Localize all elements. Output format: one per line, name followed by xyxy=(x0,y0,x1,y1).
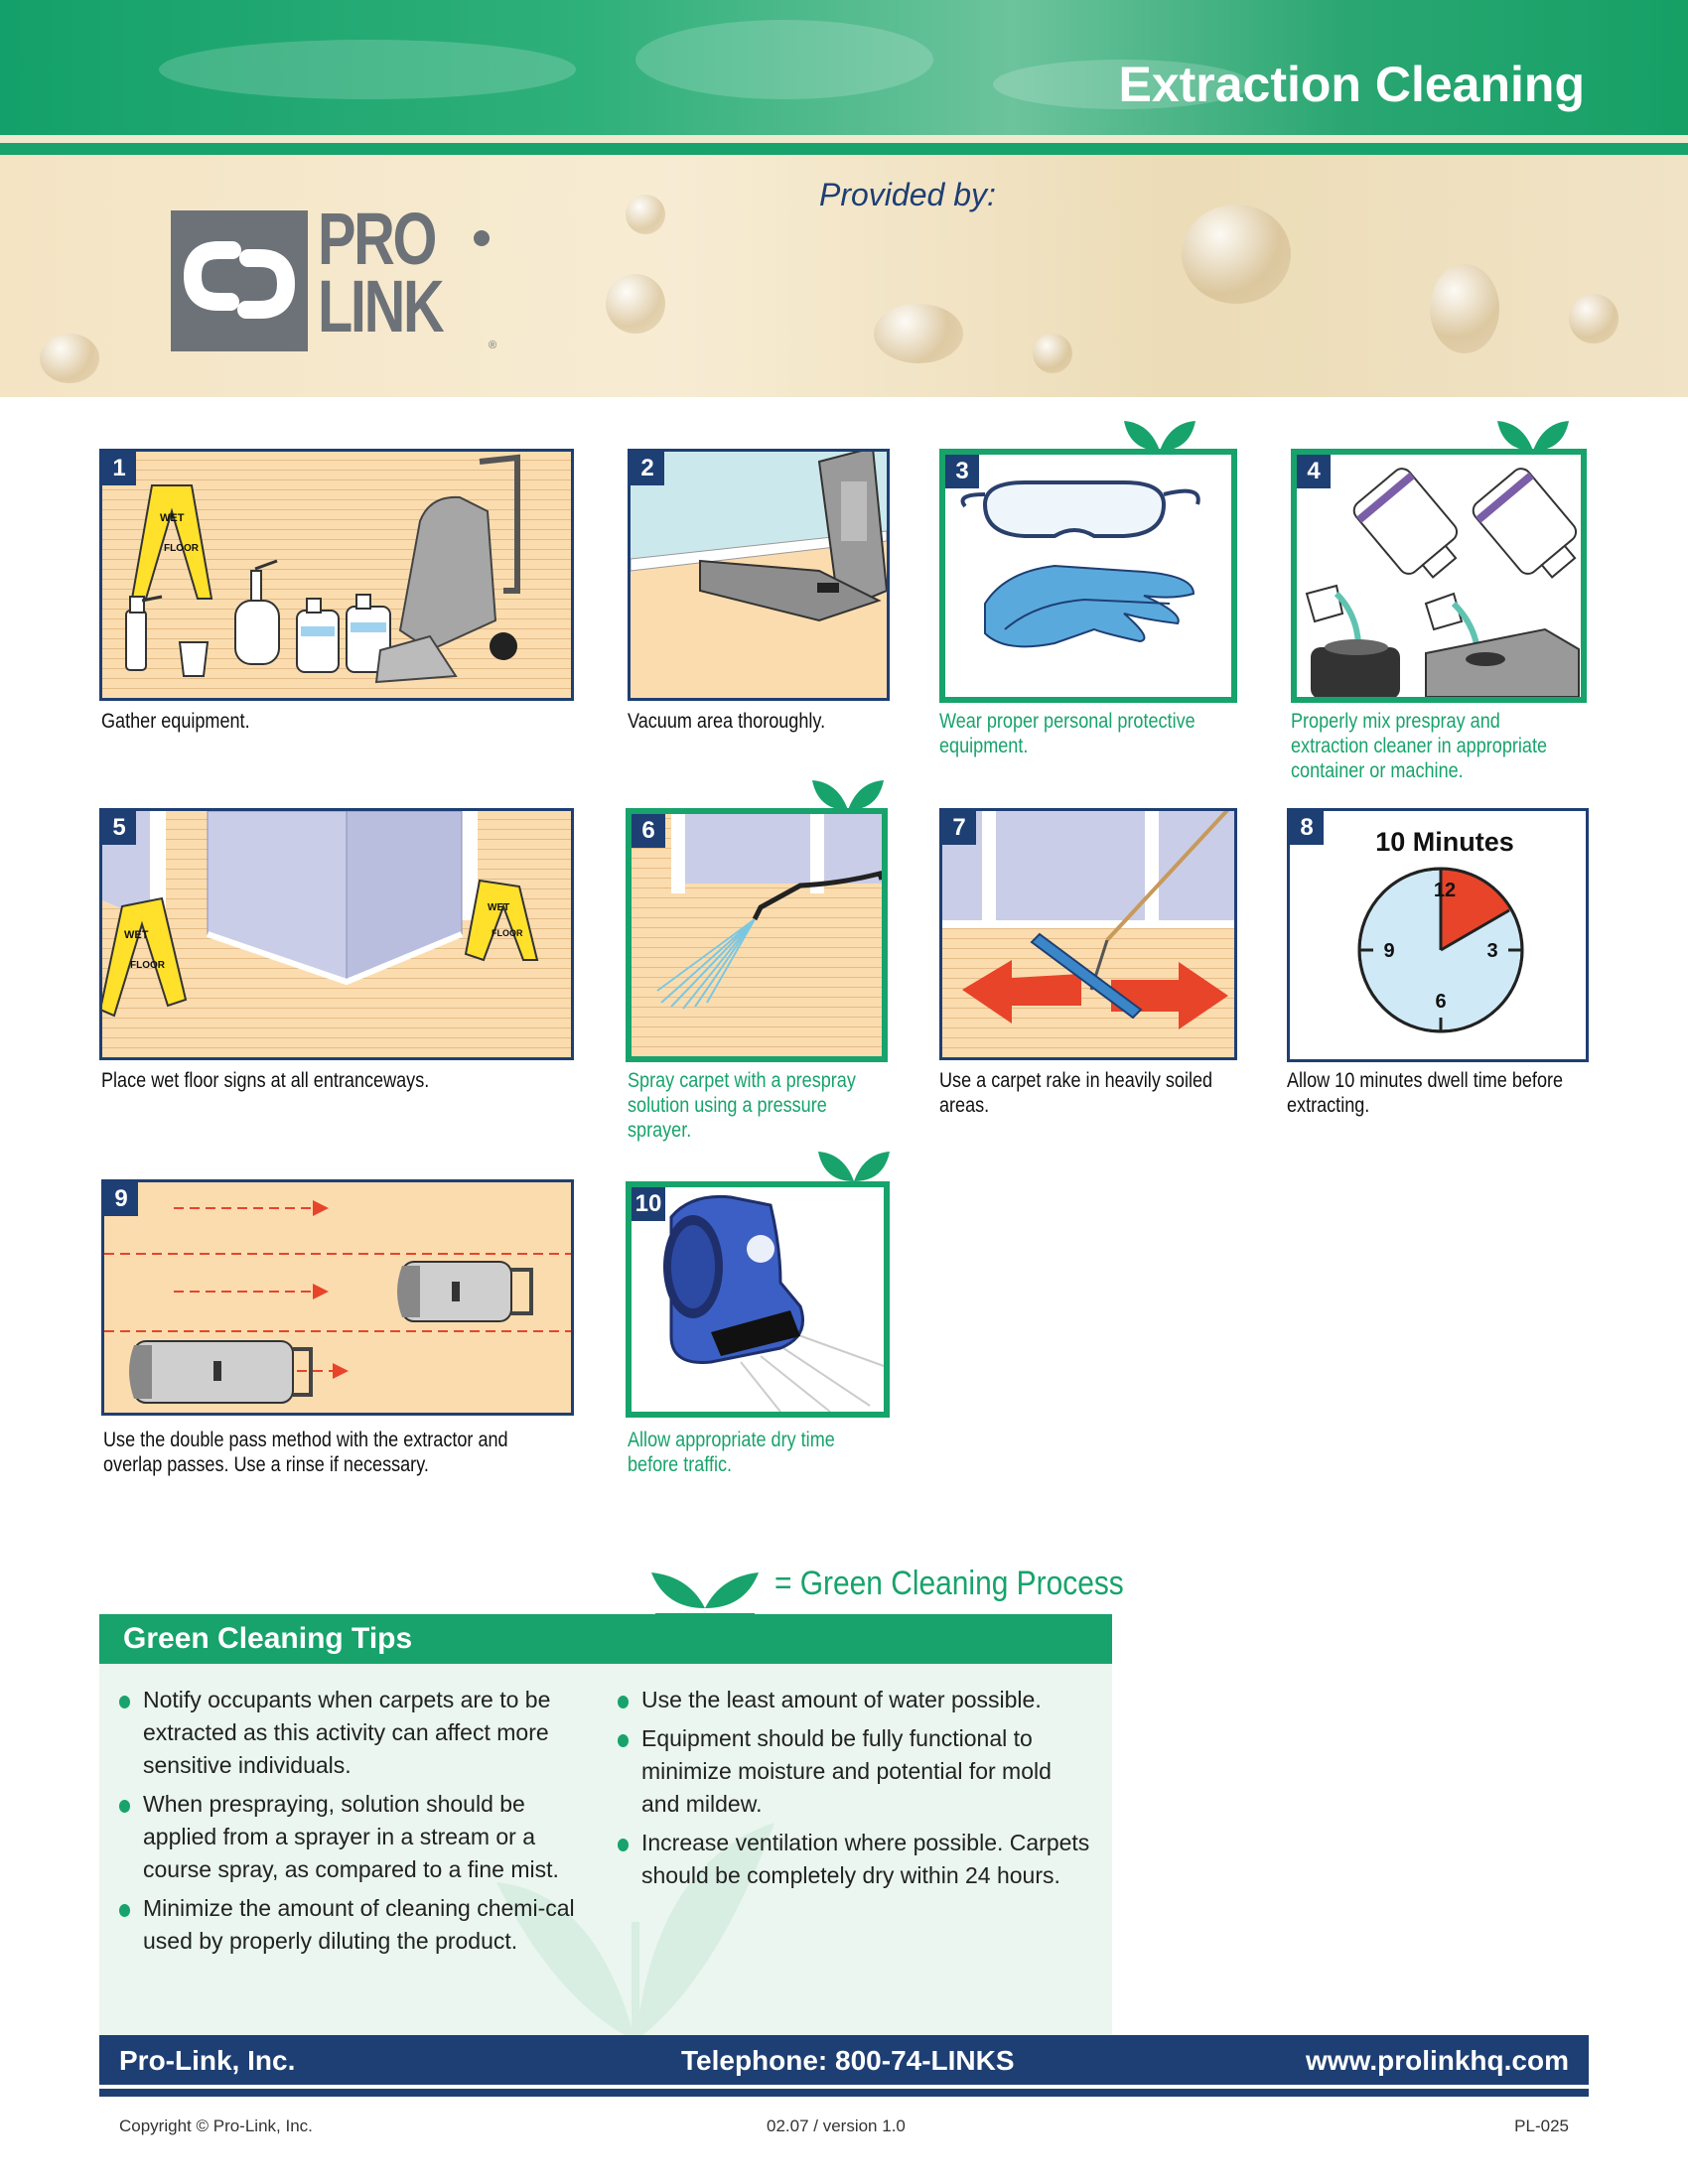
step-3-illustration xyxy=(939,449,1237,703)
wet-floor-sign-icon xyxy=(132,485,211,599)
step-2-illustration xyxy=(628,449,890,701)
spray-wand-icon xyxy=(657,874,882,1009)
measuring-cup-icon xyxy=(180,642,208,676)
step-number: 1 xyxy=(102,452,136,485)
clock-label-3: 3 xyxy=(1486,940,1498,962)
clock-icon xyxy=(1290,811,1586,1059)
provided-by-label: Provided by: xyxy=(819,177,996,212)
extractor-top-view-icon xyxy=(397,1262,531,1321)
step-number: 3 xyxy=(945,455,979,488)
step-caption: Allow 10 minutes dwell time before extracting. xyxy=(1287,1069,1564,1117)
blower-brand: PRO xyxy=(780,1230,804,1242)
tip-item: Use the least amount of water possible. xyxy=(618,1684,1094,1716)
pro-link-logo xyxy=(171,198,508,357)
clock-label-9: 9 xyxy=(1383,940,1395,962)
step-number: 10 xyxy=(632,1187,665,1221)
rubber-gloves-icon xyxy=(985,566,1194,646)
doc-code: PL-025 xyxy=(1514,2116,1569,2135)
step-6-illustration xyxy=(626,808,888,1062)
sign-text: FLOOR xyxy=(164,543,199,554)
step-caption: Wear proper personal protective equipment. xyxy=(939,710,1196,757)
tip-item: Equipment should be fully functional to minimize moisture and potential for mold and mildew. xyxy=(618,1722,1094,1821)
logo-text-link: LINK xyxy=(318,265,443,347)
telephone: Telephone: 800-74-LINKS xyxy=(681,2045,1015,2076)
arrow-left-icon xyxy=(962,960,1081,1024)
step-caption: Allow appropriate dry time before traffic. xyxy=(628,1429,835,1476)
wet-floor-sign-icon xyxy=(466,881,537,960)
version: 02.07 / version 1.0 xyxy=(767,2116,906,2135)
step-number: 8 xyxy=(1290,811,1324,845)
step-number: 4 xyxy=(1297,455,1331,488)
tip-item: Notify occupants when carpets are to be extracted as this activity can affect more sensitive individuals. xyxy=(119,1684,586,1782)
step-9-illustration xyxy=(101,1179,574,1416)
sprout-icon xyxy=(645,1559,765,1618)
pump-sprayer-icon xyxy=(235,561,279,664)
clock-label-6: 6 xyxy=(1435,991,1447,1013)
safety-goggles-icon xyxy=(963,482,1198,536)
step-caption: Use a carpet rake in heavily soiled areas. xyxy=(939,1069,1213,1117)
step-4-illustration xyxy=(1291,449,1587,703)
page-title: Extraction Cleaning xyxy=(1118,57,1585,112)
header-divider xyxy=(0,135,1688,143)
header-divider-green xyxy=(0,143,1688,155)
upright-vacuum-icon xyxy=(700,452,887,620)
step-number: 7 xyxy=(942,811,976,845)
tip-item: Increase ventilation where possible. Carpets should be completely dry within 24 hours. xyxy=(618,1827,1094,1892)
copyright: Copyright © Pro-Link, Inc. xyxy=(119,2116,313,2135)
step-10-illustration xyxy=(626,1181,890,1418)
step-caption: Vacuum area thoroughly. xyxy=(628,710,826,733)
step-caption: Properly mix prespray and extraction cleaner in appropriate container or machine. xyxy=(1291,710,1548,782)
tips-column-right xyxy=(618,1684,1094,1898)
step-caption: Use the double pass method with the extractor and overlap passes. Use a rinse if necessary. xyxy=(103,1429,508,1476)
sign-text: FLOOR xyxy=(130,960,165,971)
chemical-jug-icon xyxy=(297,595,390,672)
chain-link-icon xyxy=(171,210,308,351)
carpet-extractor-icon xyxy=(376,458,517,682)
air-mover-icon xyxy=(632,1187,884,1412)
step-8-illustration xyxy=(1287,808,1589,1062)
measuring-cup-icon xyxy=(1307,586,1477,649)
sign-text: WET xyxy=(488,902,510,913)
wet-floor-sign-icon xyxy=(102,898,186,1016)
sign-text: FLOOR xyxy=(492,928,523,938)
step-caption: Gather equipment. xyxy=(101,710,250,733)
tip-item: Minimize the amount of cleaning chemi-cal used by properly diluting the product. xyxy=(119,1892,586,1958)
step-caption: Spray carpet with a prespray solution using a pressure sprayer. xyxy=(628,1069,856,1142)
footer-bar xyxy=(99,2035,1589,2085)
arrow-right-icon xyxy=(1111,962,1228,1029)
header-banner xyxy=(0,0,1688,135)
logo-text-pro: PRO xyxy=(318,198,436,280)
step-number: 9 xyxy=(104,1182,138,1216)
step-number: 5 xyxy=(102,811,136,845)
spray-bottle-icon xyxy=(126,597,162,670)
clock-label-12: 12 xyxy=(1433,880,1457,901)
extractor-top-view-icon xyxy=(129,1341,311,1403)
arrow-right-icon xyxy=(313,1200,349,1379)
tips-title: Green Cleaning Tips xyxy=(123,1622,413,1655)
sign-text: WET xyxy=(124,929,149,941)
company-name: Pro-Link, Inc. xyxy=(119,2045,296,2076)
step-number: 6 xyxy=(632,814,665,848)
footer-divider xyxy=(99,2089,1589,2097)
green-process-legend xyxy=(645,1559,1124,1618)
step-1-illustration xyxy=(99,449,574,701)
legend-label: = Green Cleaning Process xyxy=(774,1565,1124,1602)
tips-column-left xyxy=(119,1684,586,1964)
tip-item: When prespraying, solution should be applied from a sprayer in a stream or a course spray, as compared to a fine mist. xyxy=(119,1788,586,1886)
chemical-bottle-icon xyxy=(1350,465,1581,590)
step-number: 2 xyxy=(631,452,664,485)
green-cleaning-tips xyxy=(99,1614,1112,2035)
tips-header xyxy=(99,1614,1112,1664)
logo-dot xyxy=(474,230,490,246)
sign-text: WET xyxy=(160,512,185,524)
step-5-illustration xyxy=(99,808,574,1060)
step-caption: Place wet floor signs at all entranceways. xyxy=(101,1069,430,1092)
blower-brand: LINK xyxy=(780,1242,806,1254)
website-link[interactable]: www.prolinkhq.com xyxy=(1306,2045,1569,2076)
clock-title: 10 Minutes xyxy=(1375,827,1514,857)
registered-mark: ® xyxy=(489,340,497,351)
step-7-illustration xyxy=(939,808,1237,1060)
